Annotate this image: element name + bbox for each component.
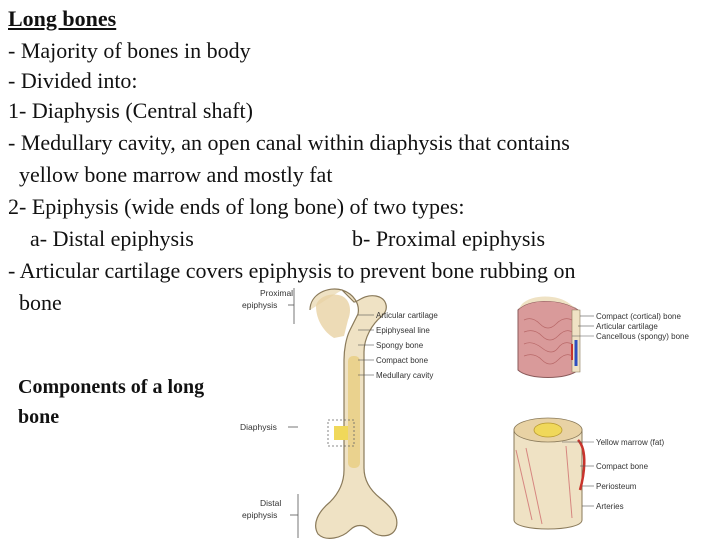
item-proximal: b- Proximal epiphysis xyxy=(352,226,546,251)
figure-caption xyxy=(18,372,204,432)
label-periosteum: Periosteum xyxy=(596,482,637,491)
label-distal-1: Distal xyxy=(260,498,282,508)
epiphysis-section-drawing xyxy=(518,297,594,378)
label-top-articular-cartilage: Articular cartilage xyxy=(596,322,658,331)
diaphysis-section-drawing xyxy=(514,418,594,529)
item-diaphysis: 1- Diaphysis (Central shaft) xyxy=(8,98,253,123)
caption-line-1: Components of a long xyxy=(18,376,205,398)
label-distal-2: epiphysis xyxy=(242,510,278,520)
label-articular-cartilage: Articular cartilage xyxy=(376,311,438,320)
label-proximal-1: Proximal xyxy=(260,288,294,298)
label-cancellous-bone: Cancellous (spongy) bone xyxy=(596,332,689,341)
label-compact-cortical-bone: Compact (cortical) bone xyxy=(596,312,681,321)
bullet-majority: - Majority of bones in body xyxy=(8,38,251,63)
label-medullary-cavity: Medullary cavity xyxy=(376,371,434,380)
slide-title: Long bones xyxy=(8,6,117,31)
bullet-divided: - Divided into: xyxy=(8,68,138,93)
bullet-medullary: - Medullary cavity, an open canal within diaphysis that contains xyxy=(8,130,570,155)
caption-line-2: bone xyxy=(18,406,60,428)
label-arteries: Arteries xyxy=(596,502,624,511)
bullet-medullary-cont: yellow bone marrow and mostly fat xyxy=(8,162,333,187)
label-bottom-compact-bone: Compact bone xyxy=(596,462,649,471)
bullet-articular: - Articular cartilage covers epiphysis to prevent bone rubbing on xyxy=(8,258,576,283)
label-epiphyseal-line: Epiphyseal line xyxy=(376,326,430,335)
label-spongy-bone: Spongy bone xyxy=(376,341,424,350)
item-epiphysis: 2- Epiphysis (wide ends of long bone) of two types: xyxy=(8,194,465,219)
bullet-articular-cont: bone xyxy=(8,290,62,315)
label-diaphysis: Diaphysis xyxy=(240,422,277,432)
label-proximal-2: epiphysis xyxy=(242,300,278,310)
long-bone-illustration xyxy=(232,280,720,540)
item-distal: a- Distal epiphysis xyxy=(8,226,194,251)
label-yellow-marrow: Yellow marrow (fat) xyxy=(596,438,665,447)
long-bone-figure xyxy=(232,280,720,540)
label-compact-bone: Compact bone xyxy=(376,356,429,365)
